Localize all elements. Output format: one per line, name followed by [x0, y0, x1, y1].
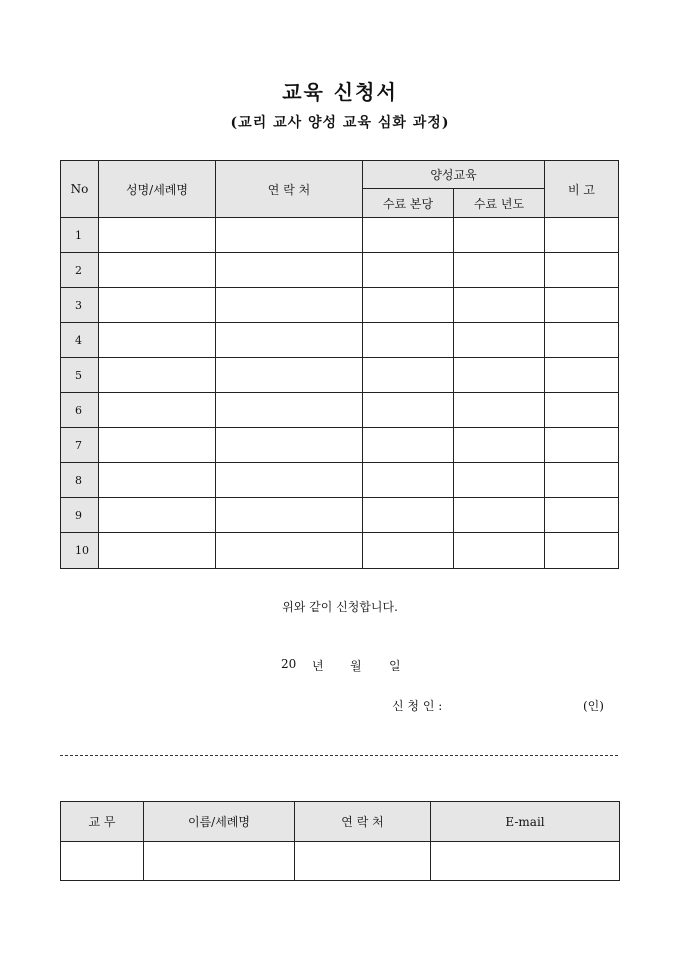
completed-year-cell[interactable] — [454, 463, 545, 498]
completed-year-cell[interactable] — [454, 323, 545, 358]
completed-parish-cell[interactable] — [363, 498, 454, 533]
table-row — [61, 498, 619, 533]
completed-year-cell[interactable] — [454, 253, 545, 288]
cut-line-divider — [60, 755, 618, 756]
row-number: 6 — [61, 393, 99, 428]
name-cell[interactable] — [99, 393, 216, 428]
table-row — [61, 463, 619, 498]
row-number: 5 — [61, 358, 99, 393]
admin-email-cell[interactable] — [431, 842, 620, 881]
admin-header-email: E-mail — [431, 802, 620, 842]
table-row — [61, 842, 620, 881]
contact-cell[interactable] — [216, 288, 363, 323]
seal-label: (인) — [583, 699, 604, 713]
remarks-cell[interactable] — [545, 393, 619, 428]
row-number: 1 — [61, 218, 99, 253]
table-row — [61, 253, 619, 288]
row-number: 2 — [61, 253, 99, 288]
header-contact: 연 락 처 — [216, 161, 363, 218]
document-title: 교육 신청서 — [282, 80, 398, 104]
completed-year-cell[interactable] — [454, 393, 545, 428]
name-cell[interactable] — [99, 218, 216, 253]
admin-header-name: 이름/세례명 — [144, 802, 295, 842]
remarks-cell[interactable] — [545, 498, 619, 533]
table-row — [61, 358, 619, 393]
application-table — [60, 160, 619, 569]
remarks-cell[interactable] — [545, 288, 619, 323]
name-cell[interactable] — [99, 323, 216, 358]
row-number: 3 — [61, 288, 99, 323]
contact-cell[interactable] — [216, 533, 363, 569]
name-cell[interactable] — [99, 358, 216, 393]
table-row — [61, 218, 619, 253]
application-statement: 위와 같이 신청합니다. — [282, 600, 398, 614]
row-number: 10 — [61, 533, 99, 569]
remarks-cell[interactable] — [545, 428, 619, 463]
completed-parish-cell[interactable] — [363, 288, 454, 323]
contact-cell[interactable] — [216, 393, 363, 428]
admin-header-contact: 연 락 처 — [295, 802, 431, 842]
remarks-cell[interactable] — [545, 323, 619, 358]
contact-cell[interactable] — [216, 498, 363, 533]
row-number: 8 — [61, 463, 99, 498]
completed-parish-cell[interactable] — [363, 463, 454, 498]
header-no: No — [61, 161, 99, 218]
date-year-label: 년 — [312, 659, 324, 673]
name-cell[interactable] — [99, 463, 216, 498]
remarks-cell[interactable] — [545, 253, 619, 288]
completed-parish-cell[interactable] — [363, 253, 454, 288]
completed-year-cell[interactable] — [454, 288, 545, 323]
completed-year-cell[interactable] — [454, 428, 545, 463]
completed-year-cell[interactable] — [454, 218, 545, 253]
applicant-label: 신 청 인 : — [392, 699, 443, 713]
admin-name-cell[interactable] — [144, 842, 295, 881]
remarks-cell[interactable] — [545, 533, 619, 569]
name-cell[interactable] — [99, 288, 216, 323]
date-month-label: 월 — [350, 659, 362, 673]
name-cell[interactable] — [99, 253, 216, 288]
completed-year-cell[interactable] — [454, 358, 545, 393]
completed-parish-cell[interactable] — [363, 358, 454, 393]
row-number: 9 — [61, 498, 99, 533]
remarks-cell[interactable] — [545, 358, 619, 393]
completed-parish-cell[interactable] — [363, 393, 454, 428]
name-cell[interactable] — [99, 533, 216, 569]
table-row — [61, 323, 619, 358]
table-row — [61, 428, 619, 463]
header-remarks: 비 고 — [545, 161, 619, 218]
contact-cell[interactable] — [216, 428, 363, 463]
completed-parish-cell[interactable] — [363, 533, 454, 569]
header-training-group: 양성교육 — [363, 161, 545, 189]
header-completed-year: 수료 년도 — [454, 189, 545, 218]
row-number: 7 — [61, 428, 99, 463]
contact-cell[interactable] — [216, 358, 363, 393]
name-cell[interactable] — [99, 498, 216, 533]
contact-cell[interactable] — [216, 463, 363, 498]
header-completed-parish: 수료 본당 — [363, 189, 454, 218]
completed-parish-cell[interactable] — [363, 323, 454, 358]
completed-year-cell[interactable] — [454, 533, 545, 569]
document-subtitle: (교리 교사 양성 교육 심화 과정) — [230, 115, 450, 131]
date-year-prefix: 20 — [281, 657, 297, 671]
table-row — [61, 288, 619, 323]
admin-table — [60, 801, 620, 881]
contact-cell[interactable] — [216, 323, 363, 358]
remarks-cell[interactable] — [545, 463, 619, 498]
admin-header-office: 교 무 — [61, 802, 144, 842]
contact-cell[interactable] — [216, 218, 363, 253]
remarks-cell[interactable] — [545, 218, 619, 253]
table-row — [61, 393, 619, 428]
name-cell[interactable] — [99, 428, 216, 463]
table-row — [61, 533, 619, 569]
contact-cell[interactable] — [216, 253, 363, 288]
header-name: 성명/세례명 — [99, 161, 216, 218]
office-cell[interactable] — [61, 842, 144, 881]
completed-parish-cell[interactable] — [363, 428, 454, 463]
completed-parish-cell[interactable] — [363, 218, 454, 253]
admin-contact-cell[interactable] — [295, 842, 431, 881]
row-number: 4 — [61, 323, 99, 358]
date-day-label: 일 — [389, 659, 401, 673]
completed-year-cell[interactable] — [454, 498, 545, 533]
